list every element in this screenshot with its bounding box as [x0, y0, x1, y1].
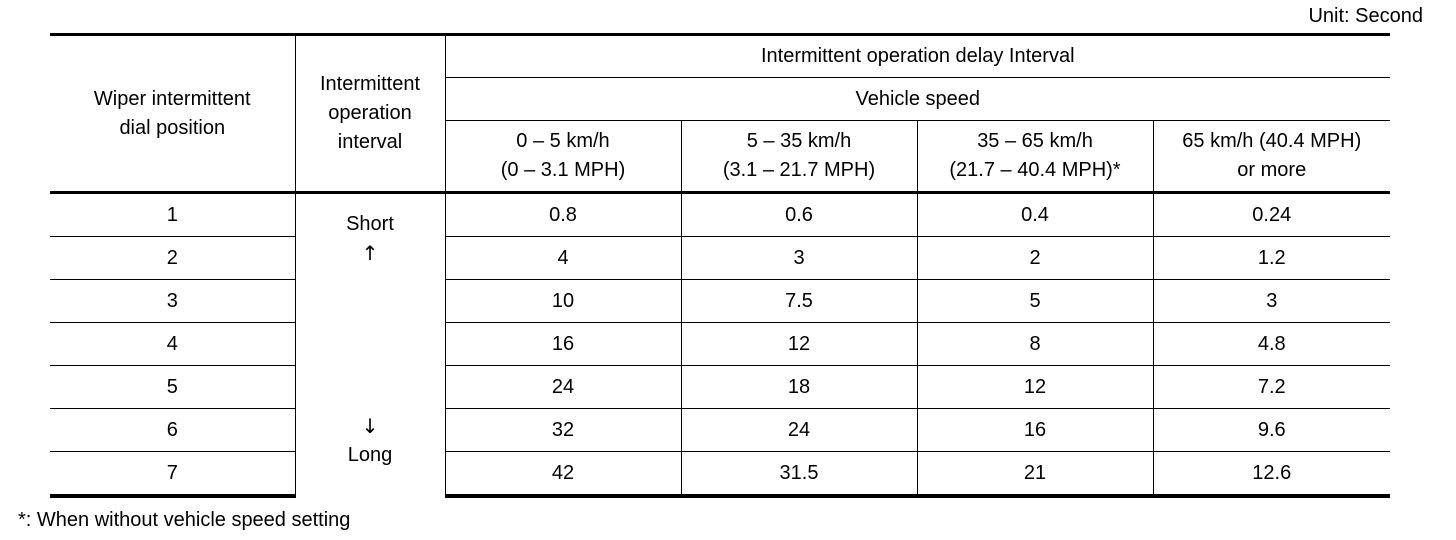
wiper-delay-table	[50, 33, 1390, 498]
value-cell: 31.5	[681, 452, 917, 497]
value-cell: 16	[917, 409, 1153, 452]
header-dial-position: Wiper intermittent dial position	[50, 35, 295, 193]
value-cell: 10	[445, 280, 681, 323]
table-row	[50, 193, 1390, 237]
table-row	[50, 366, 1390, 409]
value-cell: 0.24	[1153, 193, 1390, 237]
value-cell: 0.8	[445, 193, 681, 237]
value-cell: 4	[445, 237, 681, 280]
long-label: Long	[347, 444, 393, 466]
footnote: *: When without vehicle speed setting	[18, 509, 351, 531]
up-arrow-icon: ↑	[361, 241, 379, 265]
value-cell: 24	[445, 366, 681, 409]
header-delay-interval: Intermittent operation delay Interval	[445, 35, 1390, 78]
dial-position-cell: 5	[50, 366, 295, 409]
value-cell: 8	[917, 323, 1153, 366]
value-cell: 3	[1153, 280, 1390, 323]
value-cell: 5	[917, 280, 1153, 323]
value-cell: 9.6	[1153, 409, 1390, 452]
table-row	[50, 323, 1390, 366]
dial-position-cell: 6	[50, 409, 295, 452]
table-row	[50, 237, 1390, 280]
header-operation-interval: Intermittent operation interval	[295, 35, 445, 193]
value-cell: 24	[681, 409, 917, 452]
value-cell: 7.5	[681, 280, 917, 323]
value-cell: 12	[917, 366, 1153, 409]
interval-scale-cell	[295, 193, 445, 497]
short-label: Short	[346, 213, 394, 235]
value-cell: 32	[445, 409, 681, 452]
table-row	[50, 409, 1390, 452]
dial-position-cell: 7	[50, 452, 295, 497]
header-vehicle-speed: Vehicle speed	[445, 78, 1390, 121]
value-cell: 2	[917, 237, 1153, 280]
value-cell: 0.4	[917, 193, 1153, 237]
header-speed-range: 5 – 35 km/h (3.1 – 21.7 MPH)	[681, 121, 917, 193]
value-cell: 21	[917, 452, 1153, 497]
unit-label: Unit: Second	[1308, 5, 1423, 27]
value-cell: 7.2	[1153, 366, 1390, 409]
header-speed-range: 0 – 5 km/h (0 – 3.1 MPH)	[445, 121, 681, 193]
down-arrow-icon: ↓	[361, 414, 379, 438]
table-row	[50, 280, 1390, 323]
value-cell: 4.8	[1153, 323, 1390, 366]
table-row	[50, 452, 1390, 497]
value-cell: 12	[681, 323, 917, 366]
value-cell: 12.6	[1153, 452, 1390, 497]
dial-position-cell: 1	[50, 193, 295, 237]
header-speed-range: 65 km/h (40.4 MPH) or more	[1153, 121, 1390, 193]
dial-position-cell: 4	[50, 323, 295, 366]
value-cell: 16	[445, 323, 681, 366]
value-cell: 42	[445, 452, 681, 497]
dial-position-cell: 3	[50, 280, 295, 323]
dial-position-cell: 2	[50, 237, 295, 280]
header-speed-range: 35 – 65 km/h (21.7 – 40.4 MPH)*	[917, 121, 1153, 193]
value-cell: 0.6	[681, 193, 917, 237]
value-cell: 3	[681, 237, 917, 280]
value-cell: 18	[681, 366, 917, 409]
value-cell: 1.2	[1153, 237, 1390, 280]
